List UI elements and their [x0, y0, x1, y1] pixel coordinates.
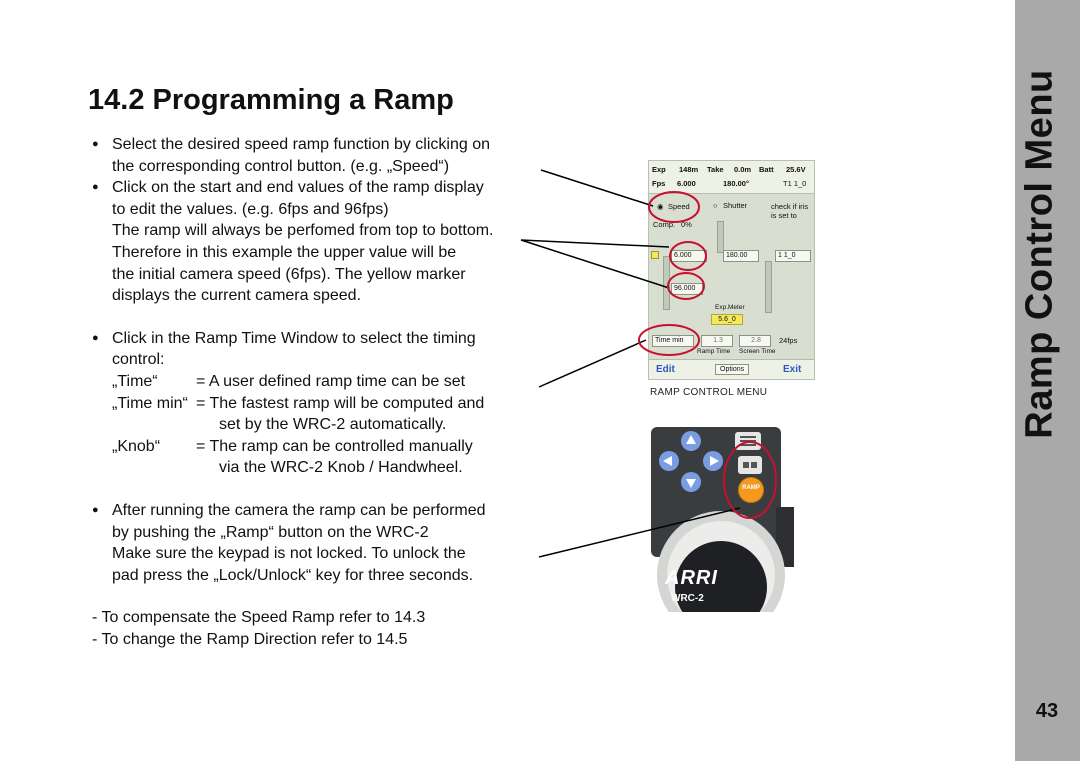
ramp-start-field[interactable]: 6.000: [671, 250, 707, 262]
menu-icon[interactable]: [734, 430, 762, 452]
paragraph-line: Select the desired speed ramp function by clicking on: [112, 136, 490, 153]
paragraph-line: pad press the „Lock/Unlock“ key for three seconds.: [112, 566, 474, 584]
bullet-glyph: ●: [92, 138, 99, 150]
paragraph-run-ramp: [92, 500, 536, 522]
base-fps-value[interactable]: 24fps: [779, 336, 798, 345]
paragraph-line: by pushing the „Ramp“ button on the WRC-2: [112, 523, 429, 541]
reference-compensate: - To compensate the Speed Ramp refer to 14.3: [92, 609, 426, 627]
speed-marker: [651, 251, 659, 259]
comp-value: 0%: [681, 220, 692, 229]
exp-label: Exp: [652, 165, 666, 174]
take-label: Take: [707, 165, 724, 174]
paragraph-timing-control: [92, 328, 536, 350]
ramp-control-screen: [648, 160, 815, 380]
figure-caption: RAMP CONTROL MENU: [650, 387, 768, 398]
section-title: 14.2 Programming a Ramp: [88, 84, 454, 116]
fps-value: 6.000: [677, 179, 696, 188]
definition-knob: [92, 436, 536, 458]
arri-logo: ARRI: [665, 567, 718, 589]
reference-direction: - To change the Ramp Direction refer to 14.5: [92, 630, 408, 648]
radio-speed-icon[interactable]: ◉: [657, 202, 664, 211]
paragraph-edit-values: [92, 177, 536, 199]
take-value: 0.0m: [734, 165, 752, 174]
arrow-right-icon[interactable]: [702, 450, 724, 472]
definition-term: „Time min“: [112, 394, 188, 412]
comp-label: Comp.: [653, 220, 676, 229]
paragraph-line: the corresponding control button. (e.g. „Speed“): [112, 157, 450, 175]
paragraph-line: After running the camera the ramp can be performed: [112, 501, 486, 519]
paragraph-line: the initial camera speed (6fps). The yellow marker: [112, 265, 466, 283]
iris-note: check if iris is set to: [771, 202, 809, 220]
lock-unlock-icon[interactable]: [737, 454, 763, 476]
definition-time-min: [92, 393, 536, 415]
shutter-radio-label[interactable]: Shutter: [723, 201, 748, 210]
paragraph-line: The ramp will always be perfomed from top to bottom.: [112, 222, 494, 240]
definition-desc-continued: set by the WRC-2 automatically.: [219, 416, 447, 434]
batt-value: 25.6V: [786, 165, 806, 174]
angle-value: 180.00°: [723, 179, 749, 188]
definition-desc: = A user defined ramp time can be set: [196, 372, 466, 390]
definition-time: [92, 371, 536, 393]
speed-radio-label[interactable]: Speed: [668, 202, 690, 211]
callout-line: [541, 170, 653, 206]
callout-line: [521, 240, 669, 247]
ramp-time-field[interactable]: 1.3: [701, 335, 733, 347]
batt-label: Batt: [759, 165, 774, 174]
lens-label: T1 1_0: [783, 179, 807, 188]
bullet-glyph: ●: [92, 181, 99, 194]
exp-meter-label: Exp.Meter: [715, 304, 745, 311]
fps-label: Fps: [652, 179, 666, 188]
wrc2-remote-photo: [651, 427, 794, 612]
edit-button[interactable]: Edit: [656, 364, 675, 375]
paragraph-line: Make sure the keypad is not locked. To unlock the: [112, 545, 466, 563]
paragraph-line: displays the current camera speed.: [112, 287, 362, 305]
paragraph-line: Therefore in this example the upper value will be: [112, 243, 457, 261]
shutter-track: [717, 221, 724, 253]
body-text: [92, 134, 536, 650]
bullet-glyph: ●: [92, 331, 99, 344]
iris-track: [765, 261, 772, 313]
iris-field[interactable]: 1 1_0: [775, 250, 811, 262]
definition-desc: = The fastest ramp will be computed and: [196, 394, 485, 412]
ramp-button-label: RAMP: [742, 485, 760, 491]
model-label: WRC-2: [671, 593, 704, 604]
page-number: 43: [1035, 700, 1059, 722]
definition-desc: = The ramp can be controlled manually: [196, 437, 473, 455]
screen-time-label: Screen Time: [739, 348, 776, 355]
ramp-track: [663, 256, 670, 310]
definition-desc-continued: via the WRC-2 Knob / Handwheel.: [219, 459, 463, 477]
exp-meter-value: 5.6_0: [711, 314, 743, 325]
arrow-down-icon[interactable]: [680, 471, 702, 493]
paragraph-select-function: [92, 134, 536, 156]
screen-time-field[interactable]: 2.8: [739, 335, 771, 347]
paragraph-line: to edit the values. (e.g. 6fps and 96fps): [112, 200, 389, 218]
shutter-field[interactable]: 180.00: [723, 250, 759, 262]
bullet-glyph: ●: [92, 503, 99, 516]
arrow-left-icon[interactable]: [658, 450, 680, 472]
options-button[interactable]: Options: [715, 364, 749, 375]
exit-button[interactable]: Exit: [783, 364, 802, 375]
ramp-end-field[interactable]: 96.000: [671, 283, 703, 295]
callout-line: [539, 340, 646, 387]
ramp-time-label: Ramp Time: [697, 348, 731, 355]
exp-value: 148m: [679, 165, 699, 174]
definition-term: „Time“: [112, 372, 158, 390]
ramp-button[interactable]: [738, 477, 764, 503]
paragraph-line: control:: [112, 351, 165, 369]
definition-term: „Knob“: [112, 437, 161, 455]
callout-line: [521, 240, 669, 288]
arrow-up-icon[interactable]: [680, 430, 702, 452]
paragraph-line: Click on the start and end values of the ramp display: [112, 179, 484, 197]
radio-shutter-icon[interactable]: ○: [713, 201, 718, 210]
sidebar-title-text: Ramp Control Menu: [1018, 69, 1061, 439]
time-mode-select[interactable]: Time min: [652, 335, 694, 347]
paragraph-line: Click in the Ramp Time Window to select the timing: [112, 329, 476, 347]
